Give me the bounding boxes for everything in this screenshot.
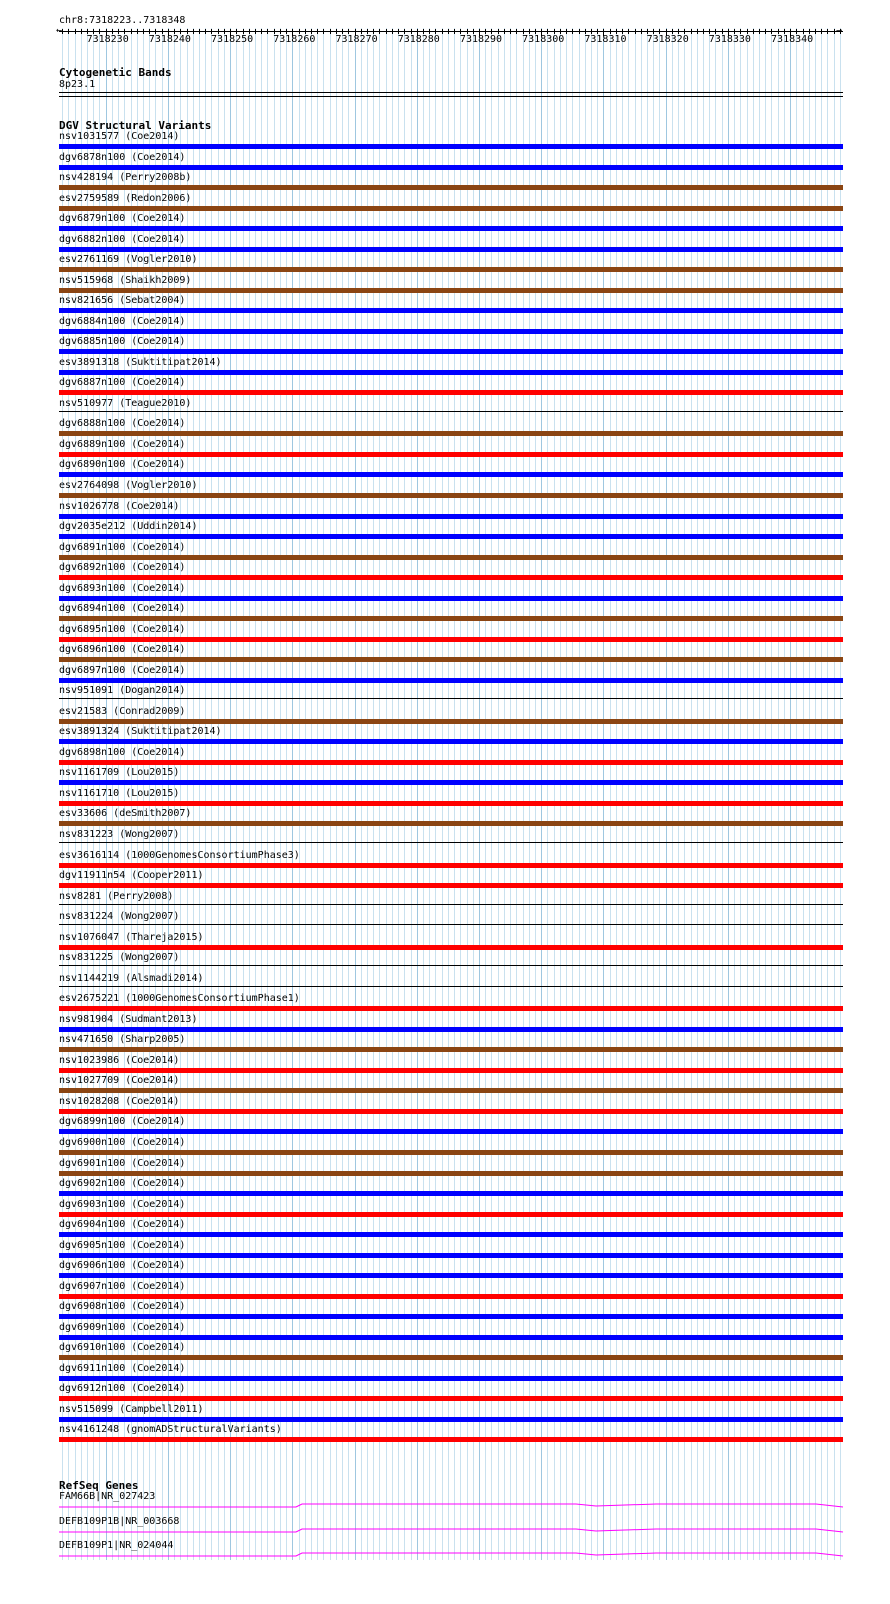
- ruler-tick-label: 7318310: [584, 34, 627, 45]
- ruler-tick-label: 7318280: [397, 34, 440, 45]
- sv-bar[interactable]: [59, 678, 843, 683]
- sv-bar[interactable]: [59, 411, 843, 412]
- sv-label[interactable]: esv2675221 (1000GenomesConsortiumPhase1): [59, 993, 300, 1004]
- sv-label[interactable]: nsv1031577 (Coe2014): [59, 131, 180, 142]
- sv-label[interactable]: esv33606 (deSmith2007): [59, 808, 192, 819]
- sv-label[interactable]: dgv6884n100 (Coe2014): [59, 316, 186, 327]
- sv-bar[interactable]: [59, 329, 843, 334]
- sv-label[interactable]: dgv6900n100 (Coe2014): [59, 1137, 186, 1148]
- sv-bar[interactable]: [59, 924, 843, 925]
- gene-model[interactable]: [56, 1500, 846, 1510]
- ruler-tick-label: 7318330: [708, 34, 751, 45]
- sv-bar[interactable]: [59, 1294, 843, 1299]
- sv-bar[interactable]: [59, 1355, 843, 1360]
- sv-label[interactable]: nsv4161248 (gnomADStructuralVariants): [59, 1424, 282, 1435]
- sv-bar[interactable]: [59, 452, 843, 457]
- sv-bar[interactable]: [59, 1088, 843, 1093]
- cytoband-label[interactable]: 8p23.1: [59, 79, 96, 90]
- gene-line: [59, 1553, 843, 1556]
- dgv-track-title[interactable]: DGV Structural Variants: [59, 119, 212, 132]
- sv-bar[interactable]: [59, 226, 843, 231]
- sv-label[interactable]: nsv1026778 (Coe2014): [59, 501, 180, 512]
- sv-label[interactable]: esv21583 (Conrad2009): [59, 706, 186, 717]
- sv-bar[interactable]: [59, 1396, 843, 1401]
- sv-label[interactable]: dgv6889n100 (Coe2014): [59, 439, 186, 450]
- sv-label[interactable]: dgv6885n100 (Coe2014): [59, 336, 186, 347]
- sv-label[interactable]: dgv6901n100 (Coe2014): [59, 1158, 186, 1169]
- sv-bar[interactable]: [59, 431, 843, 436]
- sv-bar[interactable]: [59, 1191, 843, 1196]
- sv-label[interactable]: dgv6902n100 (Coe2014): [59, 1178, 186, 1189]
- sv-label[interactable]: nsv471650 (Sharp2005): [59, 1034, 186, 1045]
- sv-label[interactable]: nsv951091 (Dogan2014): [59, 685, 186, 696]
- ruler-tick-label: 7318270: [335, 34, 378, 45]
- sv-label[interactable]: nsv1076047 (Thareja2015): [59, 932, 204, 943]
- cytoband-line-top: [59, 92, 843, 93]
- sv-label[interactable]: nsv1027709 (Coe2014): [59, 1075, 180, 1086]
- sv-bar[interactable]: [59, 739, 843, 744]
- sv-bar[interactable]: [59, 863, 843, 868]
- location-label: chr8:7318223..7318348: [59, 15, 186, 26]
- sv-bar[interactable]: [59, 1027, 843, 1032]
- sv-label[interactable]: dgv6882n100 (Coe2014): [59, 234, 186, 245]
- sv-label[interactable]: dgv6894n100 (Coe2014): [59, 603, 186, 614]
- sv-label[interactable]: dgv6899n100 (Coe2014): [59, 1116, 186, 1127]
- ruler-tick-label: 7318340: [771, 34, 814, 45]
- sv-bar[interactable]: [59, 1314, 843, 1319]
- sv-bar[interactable]: [59, 555, 843, 560]
- sv-label[interactable]: nsv1028208 (Coe2014): [59, 1096, 180, 1107]
- sv-label[interactable]: nsv831223 (Wong2007): [59, 829, 180, 840]
- sv-bar[interactable]: [59, 1273, 843, 1278]
- sv-bar[interactable]: [59, 698, 843, 699]
- sv-label[interactable]: esv2759589 (Redon2006): [59, 193, 192, 204]
- sv-bar[interactable]: [59, 308, 843, 313]
- sv-label[interactable]: dgv6912n100 (Coe2014): [59, 1383, 186, 1394]
- sv-label[interactable]: nsv831225 (Wong2007): [59, 952, 180, 963]
- ruler-tick-label: 7318230: [86, 34, 129, 45]
- sv-bar[interactable]: [59, 904, 843, 905]
- sv-label[interactable]: dgv6878n100 (Coe2014): [59, 152, 186, 163]
- sv-label[interactable]: esv2761169 (Vogler2010): [59, 254, 198, 265]
- ruler-axis: [59, 31, 843, 32]
- gene-label[interactable]: DEFB109P1B|NR_003668: [59, 1516, 180, 1527]
- sv-label[interactable]: dgv6892n100 (Coe2014): [59, 562, 186, 573]
- sv-bar[interactable]: [59, 1417, 843, 1422]
- sv-label[interactable]: nsv510977 (Teague2010): [59, 398, 192, 409]
- sv-bar[interactable]: [59, 719, 843, 724]
- sv-bar[interactable]: [59, 1171, 843, 1176]
- sv-label[interactable]: dgv6888n100 (Coe2014): [59, 418, 186, 429]
- sv-bar[interactable]: [59, 596, 843, 601]
- sv-bar[interactable]: [59, 165, 843, 170]
- sv-bar[interactable]: [59, 144, 843, 149]
- sv-label[interactable]: dgv6896n100 (Coe2014): [59, 644, 186, 655]
- sv-label[interactable]: nsv515099 (Campbell2011): [59, 1404, 204, 1415]
- sv-bar[interactable]: [59, 575, 843, 580]
- sv-bar[interactable]: [59, 637, 843, 642]
- sv-label[interactable]: dgv6887n100 (Coe2014): [59, 377, 186, 388]
- gene-model[interactable]: [56, 1549, 846, 1559]
- sv-bar[interactable]: [59, 1253, 843, 1258]
- refseq-track-title[interactable]: RefSeq Genes: [59, 1479, 139, 1492]
- sv-label[interactable]: dgv6890n100 (Coe2014): [59, 459, 186, 470]
- sv-bar[interactable]: [59, 965, 843, 966]
- sv-label[interactable]: nsv981904 (Sudmant2013): [59, 1014, 198, 1025]
- sv-label[interactable]: nsv515968 (Shaikh2009): [59, 275, 192, 286]
- sv-label[interactable]: dgv6893n100 (Coe2014): [59, 583, 186, 594]
- sv-label[interactable]: nsv821656 (Sebat2004): [59, 295, 186, 306]
- sv-label[interactable]: dgv6891n100 (Coe2014): [59, 542, 186, 553]
- ruler-tick-label: 7318240: [148, 34, 191, 45]
- sv-bar[interactable]: [59, 472, 843, 477]
- sv-bar[interactable]: [59, 986, 843, 987]
- sv-bar[interactable]: [59, 493, 843, 498]
- sv-bar[interactable]: [59, 1006, 843, 1011]
- sv-bar[interactable]: [59, 821, 843, 826]
- sv-label[interactable]: dgv6906n100 (Coe2014): [59, 1260, 186, 1271]
- sv-bar[interactable]: [59, 1212, 843, 1217]
- ruler-tick-label: 7318250: [211, 34, 254, 45]
- sv-label[interactable]: esv3891318 (Suktitipat2014): [59, 357, 222, 368]
- ruler-tick-label: 7318300: [522, 34, 565, 45]
- sv-label[interactable]: dgv6909n100 (Coe2014): [59, 1322, 186, 1333]
- gene-label[interactable]: DEFB109P1|NR_024044: [59, 1540, 174, 1551]
- sv-bar[interactable]: [59, 1376, 843, 1381]
- sv-label[interactable]: dgv6907n100 (Coe2014): [59, 1281, 186, 1292]
- sv-label[interactable]: nsv1023986 (Coe2014): [59, 1055, 180, 1066]
- sv-label[interactable]: dgv2035e212 (Uddin2014): [59, 521, 198, 532]
- sv-bar[interactable]: [59, 1109, 843, 1114]
- sv-bar[interactable]: [59, 1150, 843, 1155]
- sv-bar[interactable]: [59, 657, 843, 662]
- sv-bar[interactable]: [59, 1232, 843, 1237]
- cytoband-line-bottom: [59, 96, 843, 97]
- sv-bar[interactable]: [59, 1047, 843, 1052]
- sv-bar[interactable]: [59, 1437, 843, 1442]
- sv-bar[interactable]: [59, 616, 843, 621]
- sv-label[interactable]: nsv428194 (Perry2008b): [59, 172, 192, 183]
- gene-model[interactable]: [56, 1525, 846, 1535]
- sv-bar[interactable]: [59, 883, 843, 888]
- sv-label[interactable]: dgv6904n100 (Coe2014): [59, 1219, 186, 1230]
- gene-line: [59, 1504, 843, 1507]
- sv-label[interactable]: nsv1161710 (Lou2015): [59, 788, 180, 799]
- sv-bar[interactable]: [59, 534, 843, 539]
- sv-label[interactable]: nsv1144219 (Alsmadi2014): [59, 973, 204, 984]
- sv-label[interactable]: dgv6903n100 (Coe2014): [59, 1199, 186, 1210]
- sv-label[interactable]: dgv6911n100 (Coe2014): [59, 1363, 186, 1374]
- sv-label[interactable]: dgv6897n100 (Coe2014): [59, 665, 186, 676]
- gene-label[interactable]: FAM66B|NR_027423: [59, 1491, 156, 1502]
- sv-bar[interactable]: [59, 349, 843, 354]
- sv-bar[interactable]: [59, 247, 843, 252]
- sv-label[interactable]: esv3616114 (1000GenomesConsortiumPhase3): [59, 850, 300, 861]
- sv-bar[interactable]: [59, 185, 843, 190]
- sv-bar[interactable]: [59, 945, 843, 950]
- sv-label[interactable]: nsv8281 (Perry2008): [59, 891, 174, 902]
- sv-label[interactable]: dgv6895n100 (Coe2014): [59, 624, 186, 635]
- sv-bar[interactable]: [59, 1068, 843, 1073]
- sv-label[interactable]: dgv6905n100 (Coe2014): [59, 1240, 186, 1251]
- ruler-tick-label: 7318320: [646, 34, 689, 45]
- sv-bar[interactable]: [59, 842, 843, 843]
- sv-bar[interactable]: [59, 1335, 843, 1340]
- sv-bar[interactable]: [59, 267, 843, 272]
- sv-label[interactable]: dgv6908n100 (Coe2014): [59, 1301, 186, 1312]
- ruler-tick-label: 7318290: [459, 34, 503, 45]
- sv-label[interactable]: nsv1161709 (Lou2015): [59, 767, 180, 778]
- sv-bar[interactable]: [59, 206, 843, 211]
- cytobands-track-title[interactable]: Cytogenetic Bands: [59, 66, 172, 79]
- sv-bar[interactable]: [59, 288, 843, 293]
- sv-bar[interactable]: [59, 514, 843, 519]
- sv-bar[interactable]: [59, 390, 843, 395]
- ruler-tick-label: 7318260: [273, 34, 316, 45]
- gene-line: [59, 1529, 843, 1532]
- sv-label[interactable]: dgv6898n100 (Coe2014): [59, 747, 186, 758]
- sv-bar[interactable]: [59, 780, 843, 785]
- sv-label[interactable]: esv2764098 (Vogler2010): [59, 480, 198, 491]
- sv-bar[interactable]: [59, 760, 843, 765]
- sv-label[interactable]: esv3891324 (Suktitipat2014): [59, 726, 222, 737]
- sv-label[interactable]: nsv831224 (Wong2007): [59, 911, 180, 922]
- sv-bar[interactable]: [59, 1129, 843, 1134]
- sv-bar[interactable]: [59, 370, 843, 375]
- sv-label[interactable]: dgv6879n100 (Coe2014): [59, 213, 186, 224]
- ruler-left-arrow-icon[interactable]: ←: [56, 25, 63, 36]
- sv-label[interactable]: dgv6910n100 (Coe2014): [59, 1342, 186, 1353]
- sv-label[interactable]: dgv11911n54 (Cooper2011): [59, 870, 204, 881]
- ruler-right-arrow-icon[interactable]: →: [836, 25, 843, 36]
- sv-bar[interactable]: [59, 801, 843, 806]
